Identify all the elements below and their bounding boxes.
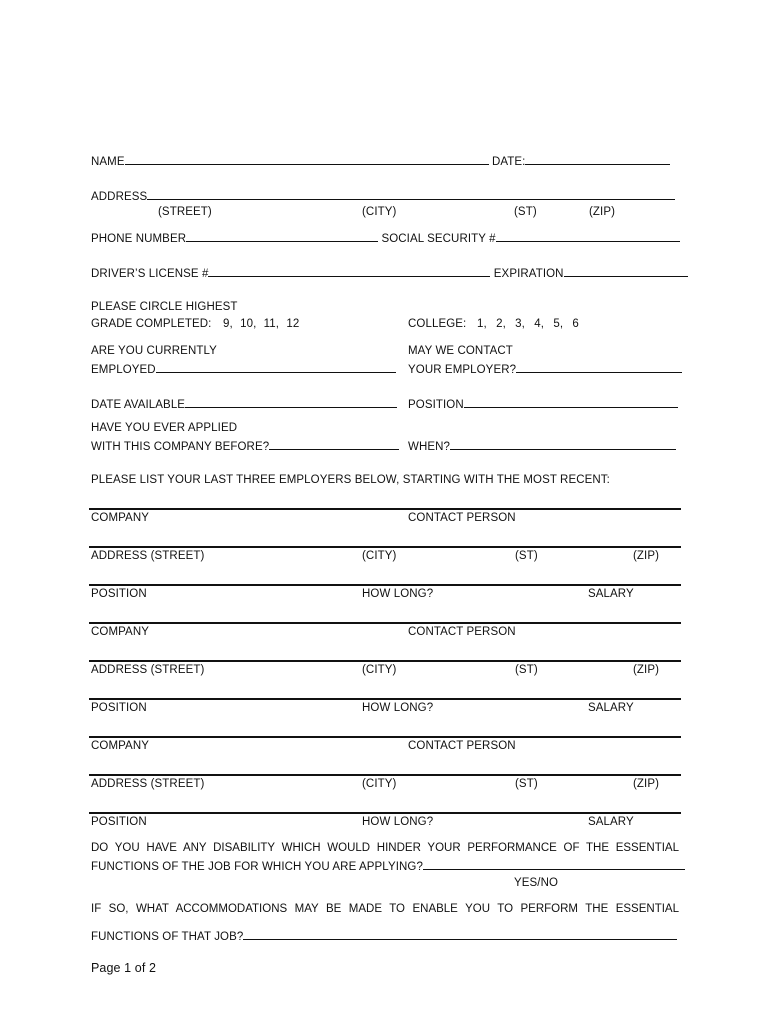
page-number: Page 1 of 2: [91, 961, 157, 975]
employer-2-address-label[interactable]: ADDRESS (STREET): [91, 664, 205, 676]
employer-3-zip-label[interactable]: (ZIP): [633, 778, 660, 790]
street-label: (STREET): [158, 206, 212, 218]
employer-1-how-long-label[interactable]: HOW LONG?: [362, 588, 434, 600]
position-label: POSITION: [408, 399, 464, 411]
state-label: (ST): [514, 206, 537, 218]
date-label: DATE:: [491, 156, 526, 168]
accommodations-line1: IF SO, WHAT ACCOMMODATIONS MAY BE MADE TO ENABLE YOU TO PERFORM THE ESSENTIAL: [91, 903, 679, 915]
address-row: [91, 188, 675, 204]
grade-line1: PLEASE CIRCLE HIGHEST: [91, 301, 238, 313]
phone-row: [91, 230, 680, 246]
ssn-label: SOCIAL SECURITY #: [381, 233, 496, 245]
date-field[interactable]: [525, 153, 670, 165]
employer-2-how-long-label[interactable]: HOW LONG?: [362, 702, 434, 714]
employer-2-position-label[interactable]: POSITION: [91, 702, 147, 714]
name-label: NAME: [91, 156, 125, 168]
applied-row: [91, 438, 399, 454]
name-row: [91, 153, 670, 169]
employer-1-address-label[interactable]: ADDRESS (STREET): [91, 550, 205, 562]
city-label: (CITY): [362, 206, 397, 218]
address-field[interactable]: [147, 188, 675, 200]
accommodations-line2: FUNCTIONS OF THAT JOB?: [91, 931, 244, 943]
expiration-label: EXPIRATION: [493, 268, 564, 280]
phone-label: PHONE NUMBER: [91, 233, 187, 245]
employer-1-city-label[interactable]: (CITY): [362, 550, 397, 562]
disability-field[interactable]: [423, 858, 685, 870]
phone-field[interactable]: [186, 230, 378, 242]
divider: [89, 736, 681, 738]
employed-row: [91, 361, 396, 377]
contact-row: [408, 361, 682, 377]
contact-line1: MAY WE CONTACT: [408, 345, 513, 357]
grade-line2: GRADE COMPLETED:: [91, 318, 212, 330]
employer-3-how-long-label[interactable]: HOW LONG?: [362, 816, 434, 828]
employer-3-city-label[interactable]: (CITY): [362, 778, 397, 790]
employer-1-contact-label[interactable]: CONTACT PERSON: [408, 512, 516, 524]
employer-2-city-label[interactable]: (CITY): [362, 664, 397, 676]
when-label: WHEN?: [408, 441, 451, 453]
employer-3-position-label[interactable]: POSITION: [91, 816, 147, 828]
position-row: [408, 396, 678, 412]
expiration-field[interactable]: [564, 265, 688, 277]
applied-label: WITH THIS COMPANY BEFORE?: [91, 441, 270, 453]
accommodations-row: [91, 928, 677, 944]
address-label: ADDRESS: [91, 191, 148, 203]
when-row: [408, 438, 676, 454]
divider: [89, 622, 681, 624]
contact-label: YOUR EMPLOYER?: [408, 364, 517, 376]
college-options[interactable]: 1, 2, 3, 4, 5, 6: [477, 318, 579, 330]
employer-3-salary-label[interactable]: SALARY: [588, 816, 634, 828]
employer-3-address-label[interactable]: ADDRESS (STREET): [91, 778, 205, 790]
license-label: DRIVER’S LICENSE #: [91, 268, 209, 280]
position-field[interactable]: [464, 396, 678, 408]
divider: [89, 546, 681, 548]
date-available-label: DATE AVAILABLE: [91, 399, 186, 411]
college-label: COLLEGE:: [408, 318, 467, 330]
when-field[interactable]: [450, 438, 676, 450]
divider: [89, 584, 681, 586]
name-field[interactable]: [125, 153, 489, 165]
divider: [89, 774, 681, 776]
employer-3-company-label[interactable]: COMPANY: [91, 740, 149, 752]
contact-field[interactable]: [516, 361, 682, 373]
divider: [89, 698, 681, 700]
employer-2-company-label[interactable]: COMPANY: [91, 626, 149, 638]
disability-question-line2: FUNCTIONS OF THE JOB FOR WHICH YOU ARE APPLYING?: [91, 861, 423, 873]
applied-line1: HAVE YOU EVER APPLIED: [91, 422, 238, 434]
license-row: [91, 265, 688, 281]
license-field[interactable]: [208, 265, 490, 277]
employer-1-state-label[interactable]: (ST): [515, 550, 538, 562]
employed-line1: ARE YOU CURRENTLY: [91, 345, 217, 357]
disability-row: [91, 858, 685, 874]
zip-label: (ZIP): [589, 206, 616, 218]
date-available-field[interactable]: [185, 396, 397, 408]
accommodations-field[interactable]: [243, 928, 677, 940]
employer-3-contact-label[interactable]: CONTACT PERSON: [408, 740, 516, 752]
ssn-field[interactable]: [496, 230, 680, 242]
employed-label: EMPLOYED: [91, 364, 156, 376]
date-available-row: [91, 396, 397, 412]
employer-1-company-label[interactable]: COMPANY: [91, 512, 149, 524]
grade-options[interactable]: 9, 10, 11, 12: [223, 318, 300, 330]
divider: [89, 508, 681, 510]
employer-3-state-label[interactable]: (ST): [515, 778, 538, 790]
divider: [89, 812, 681, 814]
employer-2-contact-label[interactable]: CONTACT PERSON: [408, 626, 516, 638]
employer-2-salary-label[interactable]: SALARY: [588, 702, 634, 714]
employer-1-salary-label[interactable]: SALARY: [588, 588, 634, 600]
applied-field[interactable]: [269, 438, 399, 450]
employer-1-position-label[interactable]: POSITION: [91, 588, 147, 600]
employer-2-state-label[interactable]: (ST): [515, 664, 538, 676]
divider: [89, 660, 681, 662]
employed-field[interactable]: [156, 361, 396, 373]
yes-no-label: YES/NO: [514, 877, 559, 889]
employer-1-zip-label[interactable]: (ZIP): [633, 550, 660, 562]
employers-instruction: PLEASE LIST YOUR LAST THREE EMPLOYERS BELOW, STARTING WITH THE MOST RECENT:: [91, 474, 610, 486]
employer-2-zip-label[interactable]: (ZIP): [633, 664, 660, 676]
disability-question-line1: DO YOU HAVE ANY DISABILITY WHICH WOULD HINDER YOUR PERFORMANCE OF THE ESSENTIAL: [91, 842, 679, 854]
